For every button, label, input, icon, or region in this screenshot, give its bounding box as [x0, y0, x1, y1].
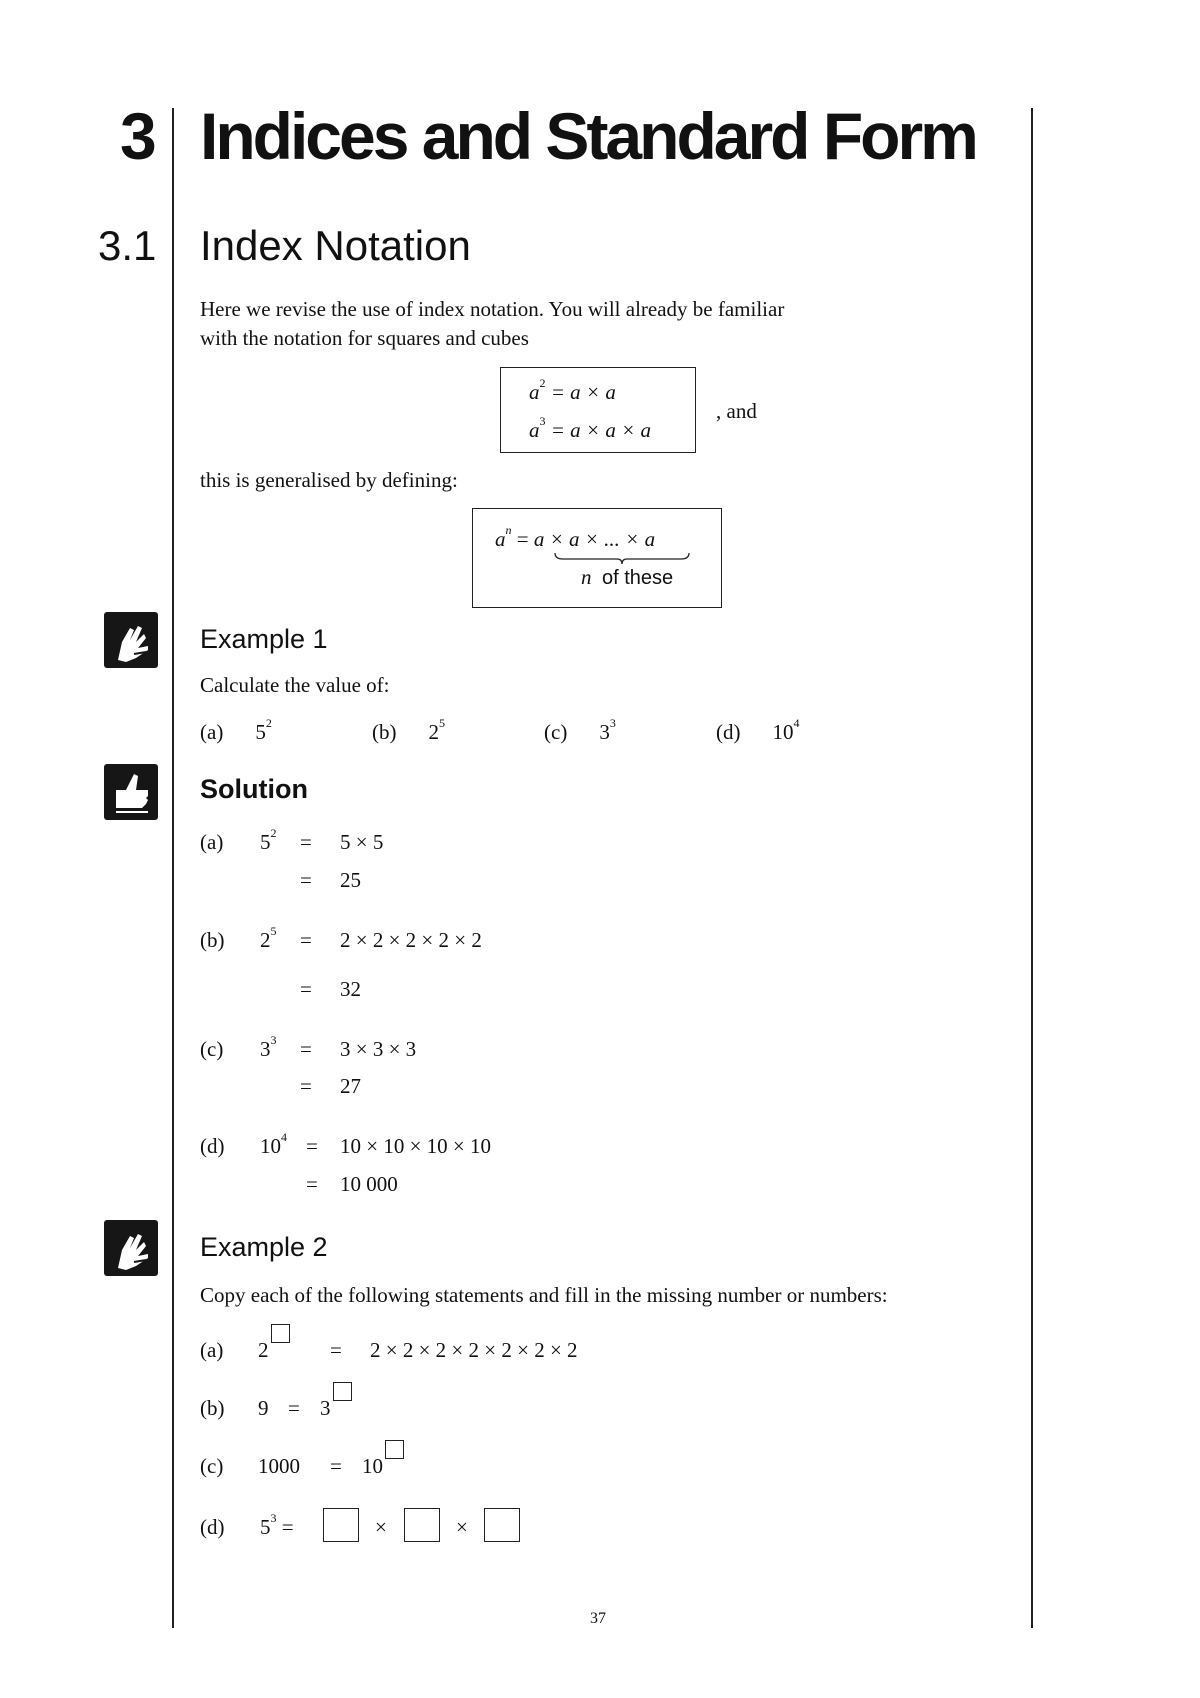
example-2-a-label: (a) [200, 1338, 224, 1362]
solution-c-power: $3^3$ [260, 1033, 277, 1061]
example-2-prompt: Copy each of the following statements and fill in the missing number or numbers: [200, 1283, 888, 1307]
cube-formula: $a^3 = a \times a \times a$ [529, 414, 652, 442]
example-1-part-c: (c) $3^3$ [544, 716, 616, 744]
right-margin-rule [1031, 108, 1033, 1628]
solution-b-label: (b) [200, 928, 225, 952]
example-2-b-rhs: 3 [320, 1396, 352, 1421]
solution-b-eq2: = [300, 977, 312, 1001]
answer-box[interactable] [271, 1324, 290, 1343]
solution-b-line2: 32 [340, 977, 361, 1001]
example-2-title: Example 2 [200, 1232, 328, 1262]
solution-title: Solution [200, 774, 308, 804]
solution-c-line2: 27 [340, 1074, 361, 1098]
answer-box[interactable] [404, 1508, 440, 1542]
solution-d-eq1: = [306, 1134, 318, 1158]
square-formula: $a^2 = a \times a$ [529, 376, 616, 404]
example-2-d-times-1: × [375, 1515, 387, 1539]
chapter-title: Indices and Standard Form [200, 99, 976, 173]
example-2-c-lhs: 1000 [258, 1454, 300, 1478]
example-2-d-times-2: × [456, 1515, 468, 1539]
solution-a-eq1: = [300, 830, 312, 854]
example-1-title: Example 1 [200, 624, 328, 654]
general-index-box [472, 508, 722, 608]
answer-box[interactable] [333, 1382, 352, 1401]
brace-label: n of these [581, 565, 674, 589]
answer-box[interactable] [385, 1440, 404, 1459]
chapter-number: 3 [120, 99, 154, 173]
page-number: 37 [590, 1610, 606, 1627]
solution-d-eq2: = [306, 1172, 318, 1196]
solution-a-line1: 5 × 5 [340, 830, 384, 854]
solution-c-line1: 3 × 3 × 3 [340, 1037, 417, 1061]
underbrace [553, 551, 691, 565]
solution-d-line2: 10 000 [340, 1172, 398, 1196]
solution-a-eq2: = [300, 868, 312, 892]
squares-cubes-box [500, 367, 696, 453]
intro-line-2: with the notation for squares and cubes [200, 326, 529, 350]
and-text: , and [716, 399, 757, 423]
example-1-part-a: (a) $5^2$ [200, 716, 272, 744]
solution-d-label: (d) [200, 1134, 225, 1158]
example-2-c-eq: = [330, 1454, 342, 1478]
example-1-part-d: (d) $10^4$ [716, 716, 800, 744]
example-2-b-label: (b) [200, 1396, 225, 1420]
example-2-a-eq: = [330, 1338, 342, 1362]
section-title: Index Notation [200, 222, 471, 269]
example-1-part-b: (b) $2^5$ [372, 716, 445, 744]
answer-box[interactable] [323, 1508, 359, 1542]
example-2-d-lhs: $5^3$ = [260, 1511, 294, 1539]
left-margin-rule [172, 108, 174, 1628]
pointing-hand-icon [104, 1220, 158, 1276]
answer-box[interactable] [484, 1508, 520, 1542]
general-formula: $a^n = a \times a$ × ... × a [495, 523, 656, 551]
example-2-b-eq: = [288, 1396, 300, 1420]
example-2-d-label: (d) [200, 1515, 225, 1539]
solution-d-power: $10^4$ [260, 1130, 287, 1158]
example-2-a-rhs: 2 × 2 × 2 × 2 × 2 × 2 × 2 [370, 1338, 578, 1362]
generalised-text: this is generalised by defining: [200, 468, 458, 492]
solution-b-line1: 2 × 2 × 2 × 2 × 2 [340, 928, 482, 952]
intro-line-1: Here we revise the use of index notation. You will already be familiar [200, 297, 785, 321]
solution-d-line1: 10 × 10 × 10 × 10 [340, 1134, 492, 1158]
example-1-prompt: Calculate the value of: [200, 673, 390, 697]
solution-a-label: (a) [200, 830, 224, 854]
solution-b-power: $2^5$ [260, 924, 277, 952]
thumbs-up-icon [104, 764, 158, 820]
solution-a-line2: 25 [340, 868, 361, 892]
example-2-c-rhs: 10 [362, 1454, 404, 1479]
solution-c-eq2: = [300, 1074, 312, 1098]
example-2-b-lhs: 9 [258, 1396, 269, 1420]
solution-c-label: (c) [200, 1037, 224, 1061]
pointing-hand-icon [104, 612, 158, 668]
solution-b-eq1: = [300, 928, 312, 952]
solution-c-eq1: = [300, 1037, 312, 1061]
example-2-c-label: (c) [200, 1454, 224, 1478]
solution-a-power: $5^2$ [260, 826, 277, 854]
example-2-a-lhs: 2 [258, 1338, 290, 1363]
section-number: 3.1 [98, 222, 157, 269]
